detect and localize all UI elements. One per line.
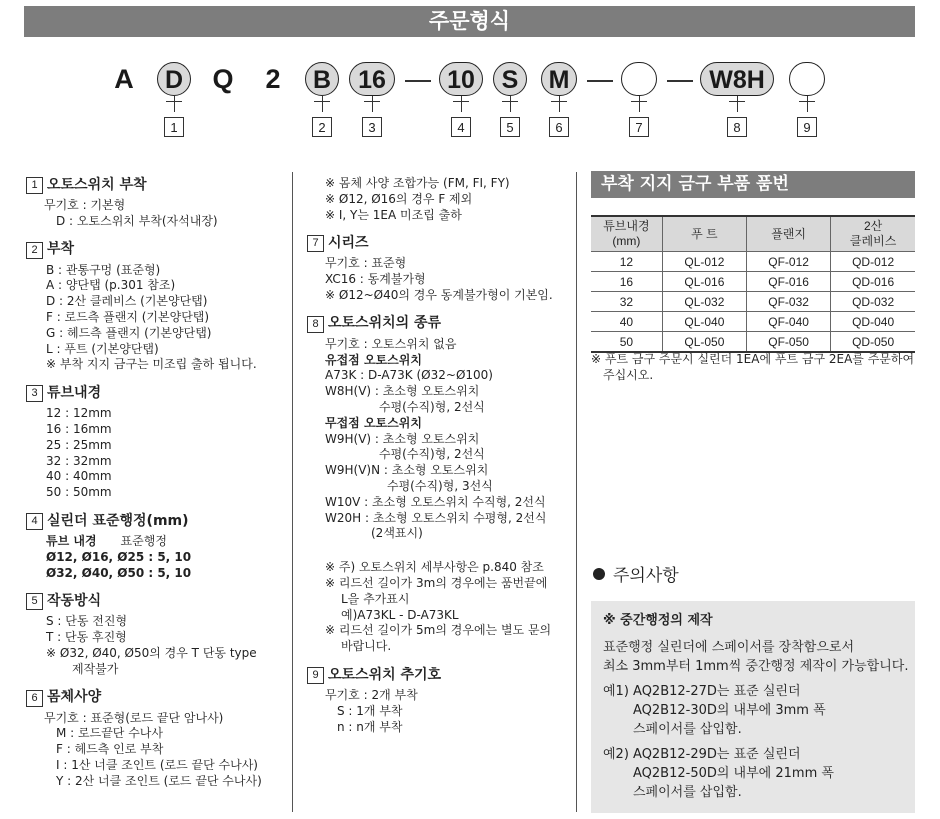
spec-row: M : 로드끝단 수나사: [56, 726, 163, 741]
note-line: 주십시오.: [603, 368, 654, 382]
table-cell: QF-012: [747, 252, 831, 272]
section-title: 4 실린더 표준행정(mm): [26, 513, 288, 530]
section-title: 2 부착: [26, 242, 288, 259]
connector: [559, 96, 560, 112]
table-row: [591, 312, 915, 332]
spec-row: D : 오토스위치 부착(자석내장): [56, 213, 218, 228]
spec-row: ※ 리드선 길이가 5m의 경우에는 별도 문의: [325, 623, 552, 638]
table-cell: QD-016: [831, 272, 915, 292]
column-divider: [292, 172, 293, 812]
code-dash: [405, 80, 431, 82]
connector: [737, 96, 738, 112]
spec-row: W9H(V)N : 초소형 오토스위치: [325, 463, 489, 478]
connector: [631, 101, 647, 102]
caution-box-title: ※ 중간행정의 제작: [603, 613, 713, 628]
code-circle-b: B: [305, 62, 339, 96]
spec-row: 25 : 25mm: [46, 437, 112, 452]
table-cell: 50: [591, 332, 662, 353]
table-cell: QL-012: [662, 252, 746, 272]
connector: [729, 101, 745, 102]
spec-row: 무기호 : 오토스위치 없음: [325, 336, 457, 351]
table-row: [591, 332, 915, 353]
parts-title: 부착 지지 금구 부품 품번: [591, 171, 915, 198]
code-letter-2: 2: [265, 64, 281, 94]
column-header: 2산 클레비스: [831, 216, 915, 252]
table-cell: 12: [591, 252, 662, 272]
spec-row: ※ I, Y는 1EA 미조립 출하: [325, 207, 462, 222]
section-title: 1 오토스위치 부착: [26, 177, 288, 194]
spec-row: 무기호 : 기본형: [44, 198, 126, 212]
column-header: 튜브내경 (mm): [591, 216, 662, 252]
note-line: ※ 푸트 금구 주문시 실린더 1EA에 푸트 금구 2EA를 주문하여: [591, 352, 915, 366]
connector: [461, 96, 462, 112]
spec-row: W8H(V) : 초소형 오토스위치: [325, 384, 480, 399]
section-title: 6 몸체사양: [26, 690, 288, 707]
code-circle-10: 10: [439, 62, 483, 96]
table-cell: QD-040: [831, 312, 915, 332]
table-cell: QD-032: [831, 292, 915, 312]
spec-row: ※ 리드선 길이가 3m의 경우에는 품번끝에: [325, 575, 548, 590]
spec-row: 무접점 오토스위치: [325, 415, 422, 430]
connector: [453, 101, 469, 102]
caution-line: 스페이서를 삽입함.: [633, 785, 742, 800]
connector: [322, 96, 323, 112]
table-cell: QL-050: [662, 332, 746, 353]
table-cell: QL-032: [662, 292, 746, 312]
spec-row: ※ 부착 지지 금구는 미조립 출하 됩니다.: [46, 357, 257, 372]
spec-row: 무기호 : 2개 부착: [325, 687, 418, 702]
spec-row: 튜브 내경 표준행정: [46, 533, 167, 548]
spec-row: L을 추가표시: [341, 591, 410, 606]
spec-row: 40 : 40mm: [46, 469, 112, 484]
spec-row: 유접점 오토스위치: [325, 352, 422, 367]
section-title: 3 튜브내경: [26, 385, 288, 402]
spec-row: 바랍니다.: [341, 639, 392, 654]
connector: [174, 96, 175, 112]
code-label-6: 6: [549, 117, 569, 137]
spec-row: G : 헤드측 플랜지 (기본양단탭): [46, 325, 212, 340]
parts-note: [591, 351, 921, 383]
code-circle-16: 16: [349, 62, 395, 96]
code-circle-empty: [621, 62, 657, 96]
spec-row: 무기호 : 표준형(로드 끝단 암나사): [44, 710, 224, 725]
spec-row: Ø32, Ø40, Ø50 : 5, 10: [46, 565, 192, 580]
table-cell: QF-050: [747, 332, 831, 353]
middle-column: [307, 176, 572, 735]
caution-box: [591, 601, 915, 813]
spec-row: 제작불가: [72, 661, 119, 676]
spec-row: D : 2산 클레비스 (기본양단탭): [46, 294, 208, 309]
spec-row: 수평(수직)형, 3선식: [387, 478, 493, 493]
table-cell: QF-016: [747, 272, 831, 292]
code-label-1: 1: [164, 117, 184, 137]
spec-row: W9H(V) : 초소형 오토스위치: [325, 431, 480, 446]
parts-table: [591, 215, 915, 353]
spec-row: ※ Ø12, Ø16의 경우 F 제외: [325, 191, 473, 206]
spec-row: ※ 몸체 사양 조합가능 (FM, FI, FY): [325, 176, 510, 190]
code-label-5: 5: [500, 117, 520, 137]
left-column: [26, 177, 288, 790]
caution-line: 스페이서를 삽입함.: [633, 722, 742, 737]
caution-line: 최소 3mm부터 1mm씩 중간행정 제작이 가능합니다.: [603, 659, 909, 674]
table-cell: 16: [591, 272, 662, 292]
table-cell: QF-032: [747, 292, 831, 312]
table-cell: QL-016: [662, 272, 746, 292]
table-cell: 40: [591, 312, 662, 332]
spec-row: 수평(수직)형, 2선식: [379, 399, 485, 414]
spec-row: 32 : 32mm: [46, 453, 112, 468]
section-title: 9 오토스위치 추기호: [307, 667, 572, 684]
section-title: 5 작동방식: [26, 593, 288, 610]
connector: [166, 101, 182, 102]
connector: [799, 101, 815, 102]
table-cell: QL-040: [662, 312, 746, 332]
spec-row: Ø12, Ø16, Ø25 : 5, 10: [46, 549, 192, 564]
section-title: 8 오토스위치의 종류: [307, 316, 572, 333]
code-dash: [587, 80, 613, 82]
spec-row: 수평(수직)형, 2선식: [379, 447, 485, 462]
spec-row: S : 단동 전진형: [46, 614, 128, 629]
caution-line: AQ2B12-30D의 내부에 3mm 폭: [633, 703, 826, 718]
spec-row: F : 로드측 플랜지 (기본양단탭): [46, 309, 210, 324]
spec-row: W20H : 초소형 오토스위치 수평형, 2선식: [325, 510, 547, 525]
table-row: [591, 252, 915, 272]
connector: [551, 101, 567, 102]
code-label-4: 4: [451, 117, 471, 137]
spec-row: 무기호 : 표준형: [325, 256, 407, 271]
spec-row: XC16 : 동계불가형: [325, 272, 426, 287]
spec-row: n : n개 부착: [337, 719, 403, 734]
spec-row: T : 단동 후진형: [46, 630, 127, 645]
spec-row: 16 : 16mm: [46, 421, 112, 436]
spec-row: ※ 주) 오토스위치 세부사항은 p.840 참조: [325, 560, 544, 575]
connector: [372, 96, 373, 112]
spec-row: ※ Ø12~Ø40의 경우 동계불가형이 기본임.: [325, 287, 553, 302]
code-letter-a: A: [114, 64, 134, 94]
caution-line: 예1) AQ2B12-27D는 표준 실린더: [603, 684, 801, 699]
spec-row: I : 1산 너클 조인트 (로드 끝단 수나사): [56, 757, 258, 772]
spec-row: ※ Ø32, Ø40, Ø50의 경우 T 단동 type: [46, 645, 257, 660]
connector: [314, 101, 330, 102]
page-title: 주문형식: [24, 6, 915, 37]
spec-row: (2색표시): [371, 526, 423, 541]
spec-row: 12 : 12mm: [46, 406, 112, 421]
spec-row: F : 헤드측 인로 부착: [56, 742, 164, 757]
spec-row: W10V : 초소형 오토스위치 수직형, 2선식: [325, 494, 546, 509]
code-label-9: 9: [797, 117, 817, 137]
table-cell: QF-040: [747, 312, 831, 332]
caution-title: 주의사항: [613, 566, 679, 586]
caution-line: 표준행정 실린더에 스페이서를 장착함으로서: [603, 640, 854, 655]
code-dash: [667, 80, 693, 82]
code-label-2: 2: [312, 117, 332, 137]
code-label-3: 3: [362, 117, 382, 137]
table-cell: 32: [591, 292, 662, 312]
connector: [364, 101, 380, 102]
bullet-icon: [593, 568, 605, 580]
spec-row: 50 : 50mm: [46, 485, 112, 500]
section-title: 7 시리즈: [307, 235, 572, 252]
code-circle-s: S: [493, 62, 527, 96]
code-circle-d: D: [157, 62, 191, 96]
column-header: 플랜지: [747, 216, 831, 252]
table-cell: QD-012: [831, 252, 915, 272]
code-circle-w8h: W8H: [700, 62, 774, 96]
code-label-7: 7: [629, 117, 649, 137]
table-row: [591, 292, 915, 312]
table-header-row: [591, 216, 915, 252]
caution-heading: [593, 561, 679, 586]
connector: [639, 96, 640, 112]
column-header: 푸 트: [662, 216, 746, 252]
column-divider: [576, 172, 577, 812]
code-circle-m: M: [541, 62, 577, 96]
code-letter-q: Q: [212, 64, 234, 94]
spec-row: A73K : D-A73K (Ø32~Ø100): [325, 368, 493, 383]
connector: [807, 96, 808, 112]
spec-row: Y : 2산 너클 조인트 (로드 끝단 수나사): [56, 773, 262, 788]
spec-row: L : 푸트 (기본양단탭): [46, 341, 159, 356]
connector: [510, 96, 511, 112]
connector: [502, 101, 518, 102]
code-circle-empty: [789, 62, 825, 96]
spec-row: 예)A73KL - D-A73KL: [341, 607, 459, 622]
spec-row: A : 양단탭 (p.301 참조): [46, 278, 176, 293]
caution-line: AQ2B12-50D의 내부에 21mm 폭: [633, 766, 834, 781]
spec-row: S : 1개 부착: [337, 703, 403, 718]
table-row: [591, 272, 915, 292]
caution-line: 예2) AQ2B12-29D는 표준 실린더: [603, 747, 801, 762]
table-cell: QD-050: [831, 332, 915, 353]
spec-row: B : 관통구멍 (표준형): [46, 262, 161, 277]
code-label-8: 8: [727, 117, 747, 137]
